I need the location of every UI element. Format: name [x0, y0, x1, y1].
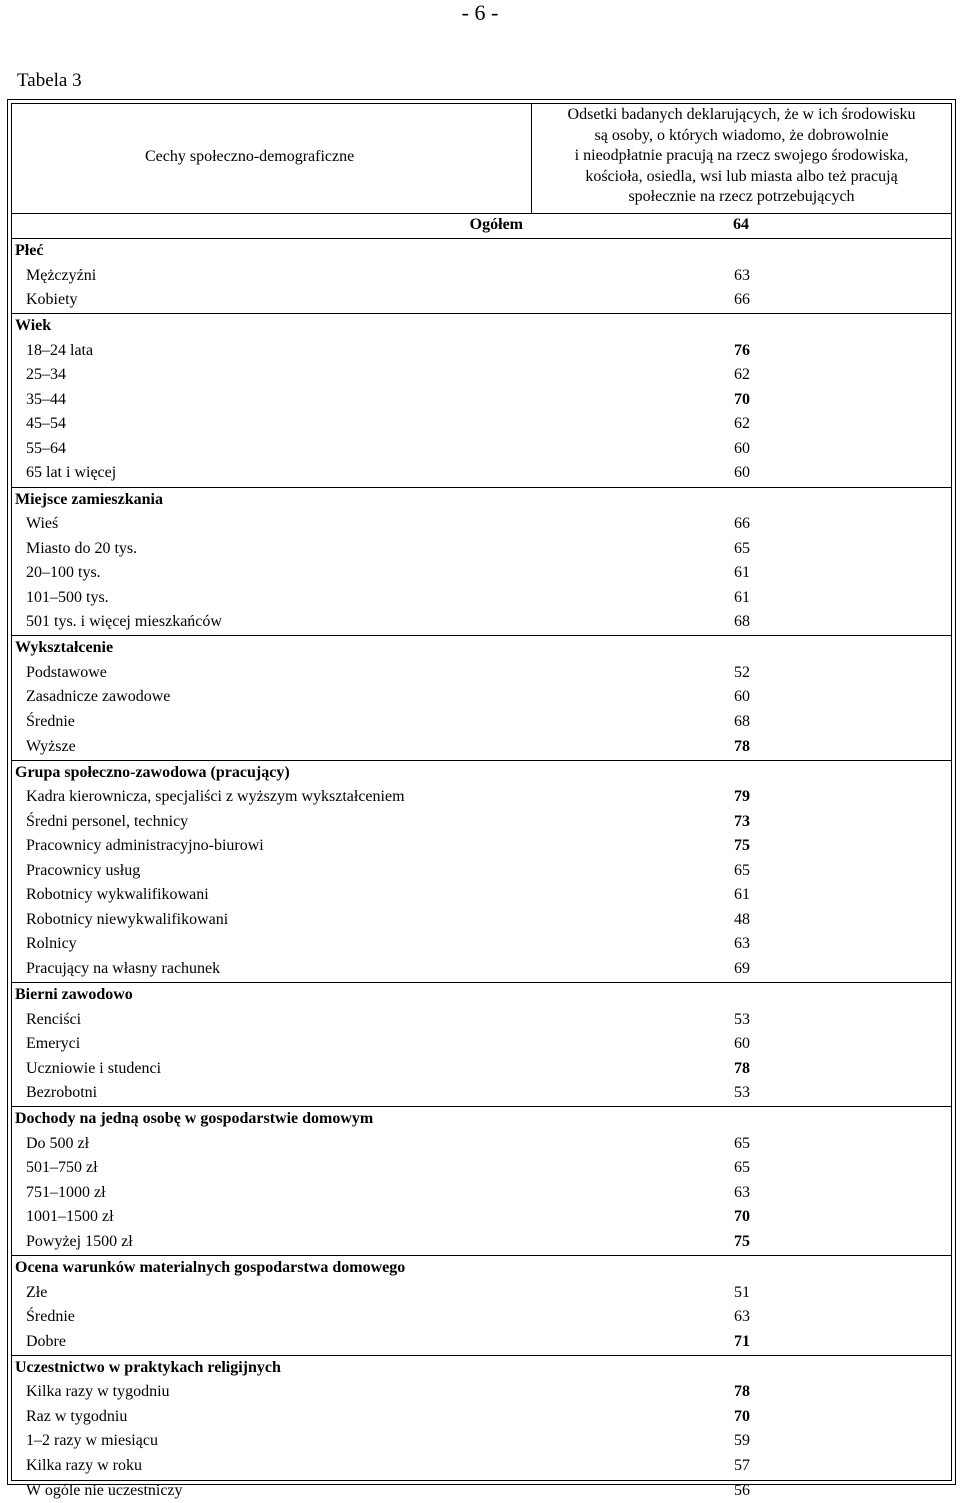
row-value: 71: [734, 1332, 750, 1350]
table-row: [12, 1132, 951, 1156]
group-header-row: [12, 239, 951, 263]
header-percent-line: Odsetki badanych deklarujących, że w ich środowisku: [567, 106, 916, 123]
table-row: [12, 1032, 951, 1056]
header-percent-cell: [532, 104, 951, 214]
row-value: 53: [734, 1010, 750, 1028]
row-value: 75: [734, 837, 750, 855]
row-label: Robotnicy niewykwalifikowani: [26, 910, 229, 928]
row-label: Bezrobotni: [26, 1084, 98, 1102]
table-row: [12, 908, 951, 932]
row-label: 45–54: [26, 415, 66, 433]
row-value: 60: [734, 439, 750, 457]
table-row: [12, 834, 951, 858]
group-title: Uczestnictwo w praktykach religijnych: [15, 1358, 281, 1376]
row-value: 66: [734, 515, 750, 533]
row-label: 25–34: [26, 366, 66, 384]
table-row: [12, 883, 951, 907]
row-value: 70: [734, 390, 750, 408]
group-header-row: [12, 1356, 951, 1380]
header-characteristics-label: Cechy społeczno-demograficzne: [145, 148, 355, 165]
table-row: [12, 437, 951, 461]
total-value: 64: [733, 216, 749, 233]
header-percent-line: społecznie na rzecz potrzebujących: [628, 188, 855, 205]
row-value: 59: [734, 1432, 750, 1450]
group-title: Bierni zawodowo: [15, 986, 133, 1003]
table-row: [12, 512, 951, 536]
row-label: Kilka razy w tygodniu: [26, 1383, 170, 1401]
table-row: [12, 1281, 951, 1305]
row-label: Średnie: [26, 1308, 75, 1326]
row-value: 76: [734, 341, 750, 359]
table-row: [12, 1081, 951, 1105]
row-label: Dobre: [26, 1332, 66, 1350]
table-row: [12, 859, 951, 883]
row-label: 501 tys. i więcej mieszkańców: [26, 613, 222, 631]
row-label: Zasadnicze zawodowe: [26, 688, 171, 706]
table-row: [12, 1057, 951, 1081]
table-row: [12, 1429, 951, 1453]
header-percent-line: i nieodpłatnie pracują na rzecz swojego środowiska,: [574, 147, 909, 164]
row-label: 751–1000 zł: [26, 1183, 106, 1201]
table-row: [12, 1205, 951, 1229]
row-label: Złe: [26, 1283, 48, 1301]
row-label: Pracownicy administracyjno-biurowi: [26, 837, 264, 855]
table-row: [12, 412, 951, 436]
table-row: [12, 388, 951, 412]
table-row: [12, 1156, 951, 1180]
row-value: 56: [734, 1481, 750, 1499]
row-value: 70: [734, 1208, 750, 1226]
table-caption: Tabela 3: [17, 70, 82, 91]
table-row: [12, 1230, 951, 1254]
row-label: 18–24 lata: [26, 341, 94, 359]
row-label: Kobiety: [26, 291, 78, 309]
row-value: 52: [734, 663, 750, 681]
table-row: [12, 685, 951, 709]
row-value: 65: [734, 861, 750, 879]
row-value: 60: [734, 688, 750, 706]
row-label: Raz w tygodniu: [26, 1407, 128, 1425]
row-label: Robotnicy wykwalifikowani: [26, 886, 209, 904]
row-label: Mężczyźni: [26, 266, 97, 284]
table-row: [12, 1305, 951, 1329]
row-label: Uczniowie i studenci: [26, 1059, 162, 1077]
group-title: Wiek: [15, 317, 52, 335]
table-row: [12, 735, 951, 759]
table-row: [12, 264, 951, 288]
table-row: [12, 661, 951, 685]
row-label: W ogóle nie uczestniczy: [26, 1481, 183, 1499]
row-label: Kilka razy w roku: [26, 1456, 142, 1474]
row-label: 55–64: [26, 439, 66, 457]
table-row: [12, 1454, 951, 1478]
table-row: [12, 1008, 951, 1032]
row-value: 61: [734, 886, 750, 904]
group-title: Płeć: [15, 242, 44, 259]
row-label: Renciści: [26, 1010, 82, 1028]
header-percent-line: są osoby, o których wiadomo, że dobrowolnie: [594, 126, 889, 144]
table-row: [12, 339, 951, 363]
group-header-row: [12, 1256, 951, 1280]
row-label: Wyższe: [26, 737, 76, 755]
row-value: 63: [734, 935, 750, 953]
row-value: 61: [734, 564, 750, 582]
group-title: Miejsce zamieszkania: [15, 490, 163, 508]
row-label: Rolnicy: [26, 935, 77, 953]
header-percent-line: kościoła, osiedla, wsi lub miasta albo też pracują: [585, 167, 898, 185]
group-header-row: [12, 636, 951, 660]
row-value: 79: [734, 788, 750, 806]
row-value: 65: [734, 539, 750, 557]
table-row: [12, 537, 951, 561]
row-label: 101–500 tys.: [26, 588, 109, 606]
row-label: Wieś: [26, 515, 59, 533]
row-label: Do 500 zł: [26, 1134, 90, 1152]
row-value: 51: [734, 1283, 750, 1301]
group-header-row: [12, 314, 951, 338]
table-row: [12, 561, 951, 585]
row-value: 69: [734, 959, 750, 977]
table-row: [12, 932, 951, 956]
group-header-row: [12, 983, 951, 1007]
group-title: Dochody na jedną osobę w gospodarstwie domowym: [15, 1110, 374, 1128]
table-row: [12, 363, 951, 387]
row-value: 62: [734, 366, 750, 384]
row-label: 1001–1500 zł: [26, 1208, 114, 1226]
table-row: [12, 1181, 951, 1205]
table-body: [11, 103, 952, 1499]
table-row: [12, 710, 951, 734]
row-label: Pracujący na własny rachunek: [26, 959, 221, 977]
row-label: Średni personel, technicy: [26, 812, 189, 830]
row-label: Pracownicy usług: [26, 861, 141, 879]
row-value: 63: [734, 1183, 750, 1201]
table-row: [12, 610, 951, 634]
group-title: Grupa społeczno-zawodowa (pracujący): [15, 763, 290, 781]
group-title: Ocena warunków materialnych gospodarstwa domowego: [15, 1259, 406, 1277]
row-value: 60: [734, 1035, 750, 1053]
row-value: 78: [734, 1059, 750, 1077]
row-value: 63: [734, 266, 750, 284]
row-value: 68: [734, 712, 750, 730]
table-row: [12, 1380, 951, 1404]
table-row: [12, 957, 951, 981]
total-row: [12, 214, 951, 239]
table-row: [12, 1330, 951, 1354]
row-value: 65: [734, 1159, 750, 1177]
row-value: 53: [734, 1084, 750, 1102]
row-value: 57: [734, 1456, 750, 1474]
row-value: 48: [734, 910, 750, 928]
row-value: 66: [734, 291, 750, 309]
row-value: 75: [734, 1233, 750, 1250]
total-label: Ogółem: [469, 216, 523, 233]
row-label: 1–2 razy w miesiącu: [26, 1432, 158, 1450]
table-row: [12, 586, 951, 610]
table-row: [12, 1405, 951, 1429]
table-row: [12, 785, 951, 809]
row-value: 73: [734, 812, 750, 830]
row-value: 70: [734, 1407, 750, 1425]
table-row: [12, 461, 951, 485]
group-header-row: [12, 761, 951, 785]
row-value: 78: [734, 737, 750, 755]
table-row: [12, 288, 951, 312]
row-value: 61: [734, 588, 750, 606]
row-label: 20–100 tys.: [26, 564, 101, 582]
row-label: Powyżej 1500 zł: [26, 1233, 133, 1250]
row-value: 68: [734, 613, 750, 631]
row-value: 60: [734, 464, 750, 482]
row-label: Miasto do 20 tys.: [26, 539, 138, 557]
group-header-row: [12, 1107, 951, 1131]
row-label: 65 lat i więcej: [26, 464, 117, 482]
table-row: [12, 810, 951, 834]
group-title: Wykształcenie: [15, 639, 114, 657]
page-number: - 6 -: [461, 0, 499, 25]
row-label: Kadra kierownicza, specjaliści z wyższym wykształceniem: [26, 788, 405, 806]
row-label: 35–44: [26, 390, 66, 408]
group-header-row: [12, 488, 951, 512]
row-label: Emeryci: [26, 1035, 81, 1053]
data-table: [7, 99, 956, 1499]
row-value: 62: [734, 415, 750, 433]
row-value: 63: [734, 1308, 750, 1326]
row-label: Średnie: [26, 712, 75, 730]
row-value: 65: [734, 1134, 750, 1152]
row-label: 501–750 zł: [26, 1159, 98, 1177]
row-value: 78: [734, 1383, 750, 1401]
row-label: Podstawowe: [26, 663, 107, 681]
header-characteristics-cell: [12, 104, 532, 214]
